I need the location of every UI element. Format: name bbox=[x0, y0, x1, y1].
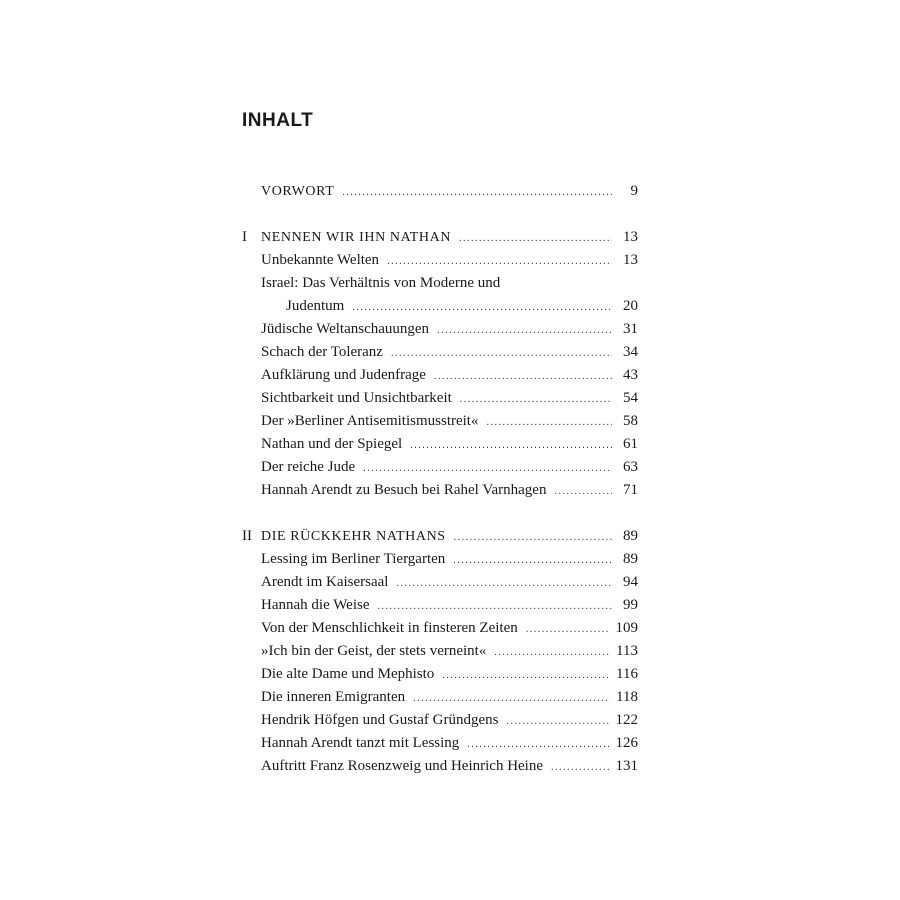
toc-entry bbox=[242, 295, 638, 318]
toc-entry bbox=[242, 732, 638, 755]
toc-entry bbox=[242, 249, 638, 272]
toc-entry bbox=[242, 387, 638, 410]
toc-entry-title: NENNEN WIR IHN NATHAN bbox=[261, 230, 452, 245]
toc-entry-title: Hannah Arendt tanzt mit Lessing bbox=[261, 735, 460, 751]
dot-leader bbox=[494, 641, 610, 664]
toc-page-number: 61 bbox=[623, 436, 638, 452]
toc-entry bbox=[242, 456, 638, 479]
toc-entry bbox=[242, 755, 638, 778]
toc-part-number: II bbox=[242, 528, 252, 544]
toc-entry bbox=[242, 571, 638, 594]
toc-entry-title: Arendt im Kaisersaal bbox=[261, 574, 389, 590]
toc-entry-title: Von der Menschlichkeit in finsteren Zeiten bbox=[261, 620, 518, 636]
toc-entry bbox=[242, 410, 638, 433]
toc-entry bbox=[242, 594, 638, 617]
page-title: INHALT bbox=[242, 110, 314, 131]
dot-leader bbox=[387, 250, 612, 273]
toc-entry-title: Hendrik Höfgen und Gustaf Gründgens bbox=[261, 712, 499, 728]
toc-entry bbox=[242, 479, 638, 502]
toc-entry-title: Schach der Toleranz bbox=[261, 344, 383, 360]
dot-leader bbox=[342, 181, 612, 204]
toc-page-number: 58 bbox=[623, 413, 638, 429]
toc-page-number: 109 bbox=[615, 620, 638, 636]
toc-entry-title: Lessing im Berliner Tiergarten bbox=[261, 551, 446, 567]
toc-entry bbox=[242, 663, 638, 686]
toc-page-number: 89 bbox=[623, 551, 638, 567]
dot-leader bbox=[437, 319, 612, 342]
toc-entry bbox=[242, 180, 638, 203]
toc-page-number: 13 bbox=[623, 252, 638, 268]
dot-leader bbox=[434, 365, 612, 388]
toc-page-number: 20 bbox=[623, 298, 638, 314]
dot-leader bbox=[410, 434, 612, 457]
dot-leader bbox=[486, 411, 612, 434]
dot-leader bbox=[506, 710, 609, 733]
toc-entry bbox=[242, 686, 638, 709]
dot-leader bbox=[391, 342, 612, 365]
dot-leader bbox=[526, 618, 610, 641]
toc-entry bbox=[242, 548, 638, 571]
dot-leader bbox=[413, 687, 610, 710]
toc-entry bbox=[242, 341, 638, 364]
dot-leader bbox=[554, 480, 612, 503]
dot-leader bbox=[453, 549, 612, 572]
toc-page-number: 131 bbox=[615, 758, 638, 774]
toc-page-number: 94 bbox=[623, 574, 638, 590]
toc-entry-title: DIE RÜCKKEHR NATHANS bbox=[261, 529, 446, 544]
section-spacer bbox=[242, 502, 638, 525]
toc-page-number: 31 bbox=[623, 321, 638, 337]
toc-entry bbox=[242, 525, 638, 548]
toc-entry bbox=[242, 272, 638, 295]
toc-entry-title: Der reiche Jude bbox=[261, 459, 356, 475]
toc-entry-title: VORWORT bbox=[261, 184, 335, 199]
toc-entry-title: Hannah Arendt zu Besuch bei Rahel Varnhagen bbox=[261, 482, 547, 498]
toc-entry bbox=[242, 318, 638, 341]
dot-leader bbox=[459, 227, 612, 250]
toc-entry-title: Nathan und der Spiegel bbox=[261, 436, 403, 452]
dot-leader bbox=[454, 526, 612, 549]
dot-leader bbox=[352, 296, 612, 319]
dot-leader bbox=[396, 572, 612, 595]
toc-page-number: 89 bbox=[623, 528, 638, 544]
toc-entry-title: »Ich bin der Geist, der stets verneint« bbox=[261, 643, 487, 659]
dot-leader bbox=[442, 664, 610, 687]
toc-entry-title: Judentum bbox=[286, 298, 345, 314]
toc-page-number: 63 bbox=[623, 459, 638, 475]
dot-leader bbox=[551, 756, 609, 779]
toc-page-number: 13 bbox=[623, 229, 638, 245]
dot-leader bbox=[467, 733, 609, 756]
toc-entry bbox=[242, 640, 638, 663]
toc-page-number: 122 bbox=[615, 712, 638, 728]
toc-page-number: 118 bbox=[616, 689, 638, 705]
toc-entry-title: Sichtbarkeit und Unsichtbarkeit bbox=[261, 390, 452, 406]
toc-page-number: 9 bbox=[630, 183, 638, 199]
toc-page-number: 99 bbox=[623, 597, 638, 613]
toc-entry-title: Der »Berliner Antisemitismusstreit« bbox=[261, 413, 479, 429]
dot-leader bbox=[460, 388, 612, 411]
toc-entry-title: Israel: Das Verhältnis von Moderne und bbox=[261, 275, 501, 291]
toc-page-number: 116 bbox=[616, 666, 638, 682]
toc-page-number: 43 bbox=[623, 367, 638, 383]
toc-part-number: I bbox=[242, 229, 247, 245]
section-spacer bbox=[242, 203, 638, 226]
toc-entry bbox=[242, 709, 638, 732]
toc-page-number: 71 bbox=[623, 482, 638, 498]
toc-entry bbox=[242, 617, 638, 640]
dot-leader bbox=[363, 457, 612, 480]
toc-entry bbox=[242, 226, 638, 249]
toc-entry-title: Die inneren Emigranten bbox=[261, 689, 406, 705]
table-of-contents bbox=[242, 180, 638, 778]
toc-entry-title: Unbekannte Welten bbox=[261, 252, 380, 268]
toc-page-number: 54 bbox=[623, 390, 638, 406]
dot-leader bbox=[377, 595, 612, 618]
toc-entry-title: Aufklärung und Judenfrage bbox=[261, 367, 426, 383]
toc-entry bbox=[242, 364, 638, 387]
toc-entry-title: Auftritt Franz Rosenzweig und Heinrich Heine bbox=[261, 758, 544, 774]
toc-page-number: 113 bbox=[616, 643, 638, 659]
toc-entry-title: Hannah die Weise bbox=[261, 597, 370, 613]
toc-entry bbox=[242, 433, 638, 456]
toc-page-number: 34 bbox=[623, 344, 638, 360]
toc-entry-title: Die alte Dame und Mephisto bbox=[261, 666, 435, 682]
toc-page-number: 126 bbox=[615, 735, 638, 751]
toc-entry-title: Jüdische Weltanschauungen bbox=[261, 321, 430, 337]
